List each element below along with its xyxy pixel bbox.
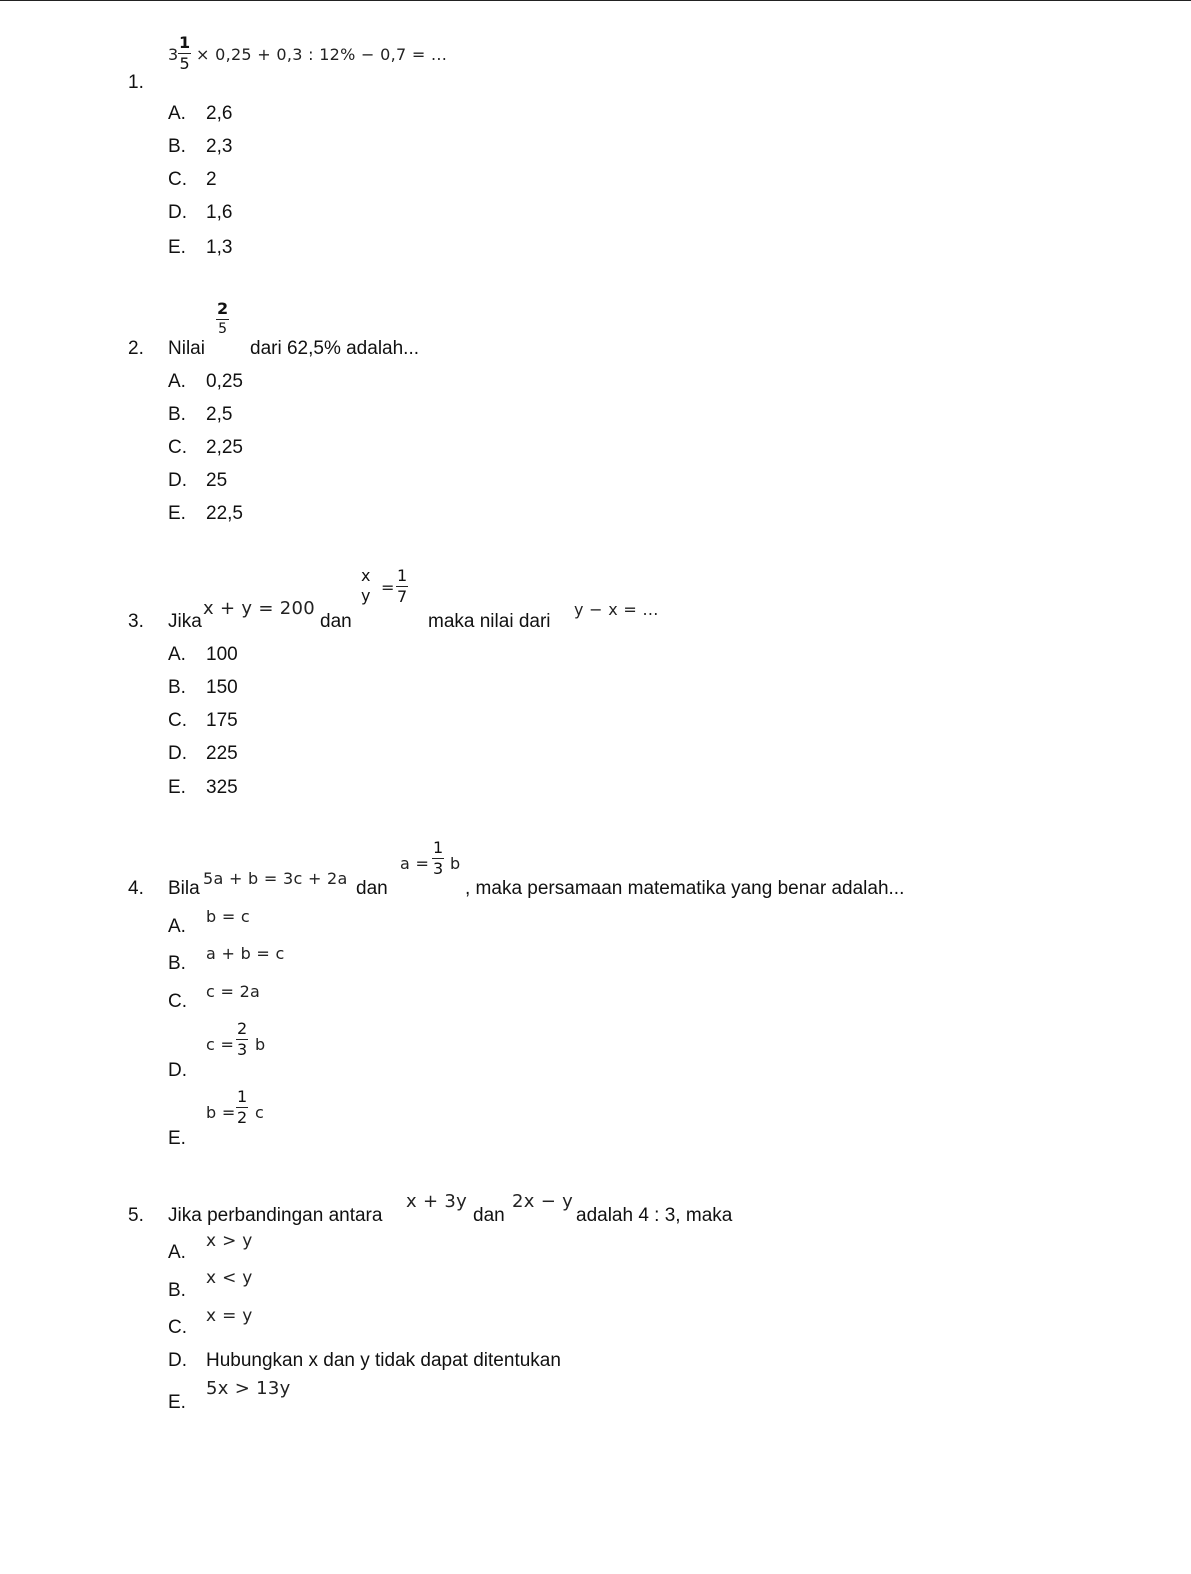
fraction-denominator: 3 (237, 1040, 248, 1059)
option-letter: D. (168, 470, 187, 491)
question-number: 2. (128, 338, 144, 359)
option-letter: D. (168, 1350, 187, 1371)
option-letter: A. (168, 371, 186, 392)
fraction (236, 1089, 248, 1126)
option-letter: C. (168, 437, 187, 458)
option-text: 225 (206, 743, 238, 764)
top-border-line (0, 0, 1191, 1)
option-text: 150 (206, 677, 238, 698)
expression-2-lead: a = (400, 854, 430, 873)
question-number: 4. (128, 878, 144, 899)
option-text: 22,5 (206, 503, 243, 524)
fraction-denominator: 3 (433, 859, 444, 878)
option-letter: B. (168, 136, 186, 157)
fraction-numerator: 1 (433, 838, 444, 857)
option-text: Hubungkan x dan y tidak dapat ditentukan (206, 1350, 561, 1371)
expression-2: 2x − y (512, 1191, 574, 1212)
option-letter: B. (168, 1280, 186, 1301)
option-text: 0,25 (206, 371, 243, 392)
expression-1: x + y = 200 (203, 598, 316, 619)
option-letter: C. (168, 169, 187, 190)
option-text: 1,6 (206, 202, 233, 223)
expression-1: 5a + b = 3c + 2a (203, 869, 348, 888)
option-letter: E. (168, 1128, 186, 1149)
option-text: 2,3 (206, 136, 233, 157)
question-prefix: Jika perbandingan antara (168, 1205, 383, 1226)
option-letter: C. (168, 710, 187, 731)
option-text: 325 (206, 777, 238, 798)
fraction (432, 840, 444, 877)
option-text: 1,3 (206, 237, 233, 258)
fraction-denominator: 7 (397, 587, 408, 606)
question-suffix: dari 62,5% adalah... (250, 338, 420, 359)
fraction (236, 1021, 248, 1058)
fraction-denominator: y (361, 586, 371, 605)
question-middle-text: maka nilai dari (428, 611, 551, 632)
expression-2: y − x = ... (574, 600, 659, 619)
option-letter: A. (168, 103, 186, 124)
option-letter: B. (168, 677, 186, 698)
expr-lead: 3 (168, 45, 179, 64)
option-text: 2,5 (206, 404, 233, 425)
option-text: x < y (206, 1268, 253, 1288)
option-text: a + b = c (206, 944, 285, 963)
expression-1: x + 3y (406, 1191, 468, 1212)
option-letter: B. (168, 404, 186, 425)
fraction-one-seventh (396, 568, 408, 605)
fraction-x-over-y (360, 568, 371, 604)
fraction (216, 301, 229, 336)
conjunction: dan (356, 878, 388, 899)
option-letter: A. (168, 916, 186, 937)
option-text: b = c (206, 907, 251, 926)
option-letter: E. (168, 503, 186, 524)
option-letter: E. (168, 237, 186, 258)
option-tail: c (255, 1103, 265, 1122)
fraction-numerator: 2 (237, 1019, 248, 1038)
option-text: 100 (206, 644, 238, 665)
fraction-numerator: 2 (217, 299, 229, 318)
conjunction: dan (320, 611, 352, 632)
fraction-numerator: 1 (179, 33, 191, 52)
question-number: 1. (128, 72, 144, 93)
option-text: 175 (206, 710, 238, 731)
question-prefix: Nilai (168, 338, 205, 359)
conjunction: dan (473, 1205, 505, 1226)
option-text: 25 (206, 470, 228, 491)
option-letter: D. (168, 1060, 187, 1081)
option-text: x > y (206, 1231, 253, 1251)
option-text: 2,6 (206, 103, 233, 124)
fraction-denominator: 2 (237, 1108, 248, 1127)
option-letter: B. (168, 953, 186, 974)
question-prefix: Bila (168, 878, 200, 899)
fraction-numerator: 1 (237, 1087, 248, 1106)
option-letter: A. (168, 1242, 186, 1263)
equals-sign: = (381, 578, 395, 597)
option-text: 5x > 13y (206, 1378, 291, 1399)
question-number: 3. (128, 611, 144, 632)
question-suffix: , maka persamaan matematika yang benar adalah... (465, 878, 905, 899)
question-prefix: Jika (168, 611, 202, 632)
option-letter: D. (168, 743, 187, 764)
option-lead: b = (206, 1103, 236, 1122)
expression-2-tail: b (450, 854, 461, 873)
option-tail: b (255, 1035, 266, 1054)
fraction-denominator: 5 (216, 319, 229, 336)
fraction (178, 35, 191, 72)
option-text: 2 (206, 169, 217, 190)
option-letter: A. (168, 644, 186, 665)
fraction-numerator: 1 (397, 566, 408, 585)
option-letter: C. (168, 1317, 187, 1338)
option-letter: E. (168, 1392, 186, 1413)
option-letter: E. (168, 777, 186, 798)
question-number: 5. (128, 1205, 144, 1226)
fraction-denominator: 5 (179, 54, 190, 73)
option-text: 2,25 (206, 437, 243, 458)
option-letter: C. (168, 991, 187, 1012)
question-suffix: adalah 4 : 3, maka (576, 1205, 733, 1226)
option-letter: D. (168, 202, 187, 223)
option-lead: c = (206, 1035, 235, 1054)
expression: × 0,25 + 0,3 : 12% − 0,7 = ... (196, 45, 448, 64)
option-text: c = 2a (206, 982, 261, 1001)
fraction-numerator: x (361, 566, 371, 585)
option-text: x = y (206, 1306, 253, 1326)
